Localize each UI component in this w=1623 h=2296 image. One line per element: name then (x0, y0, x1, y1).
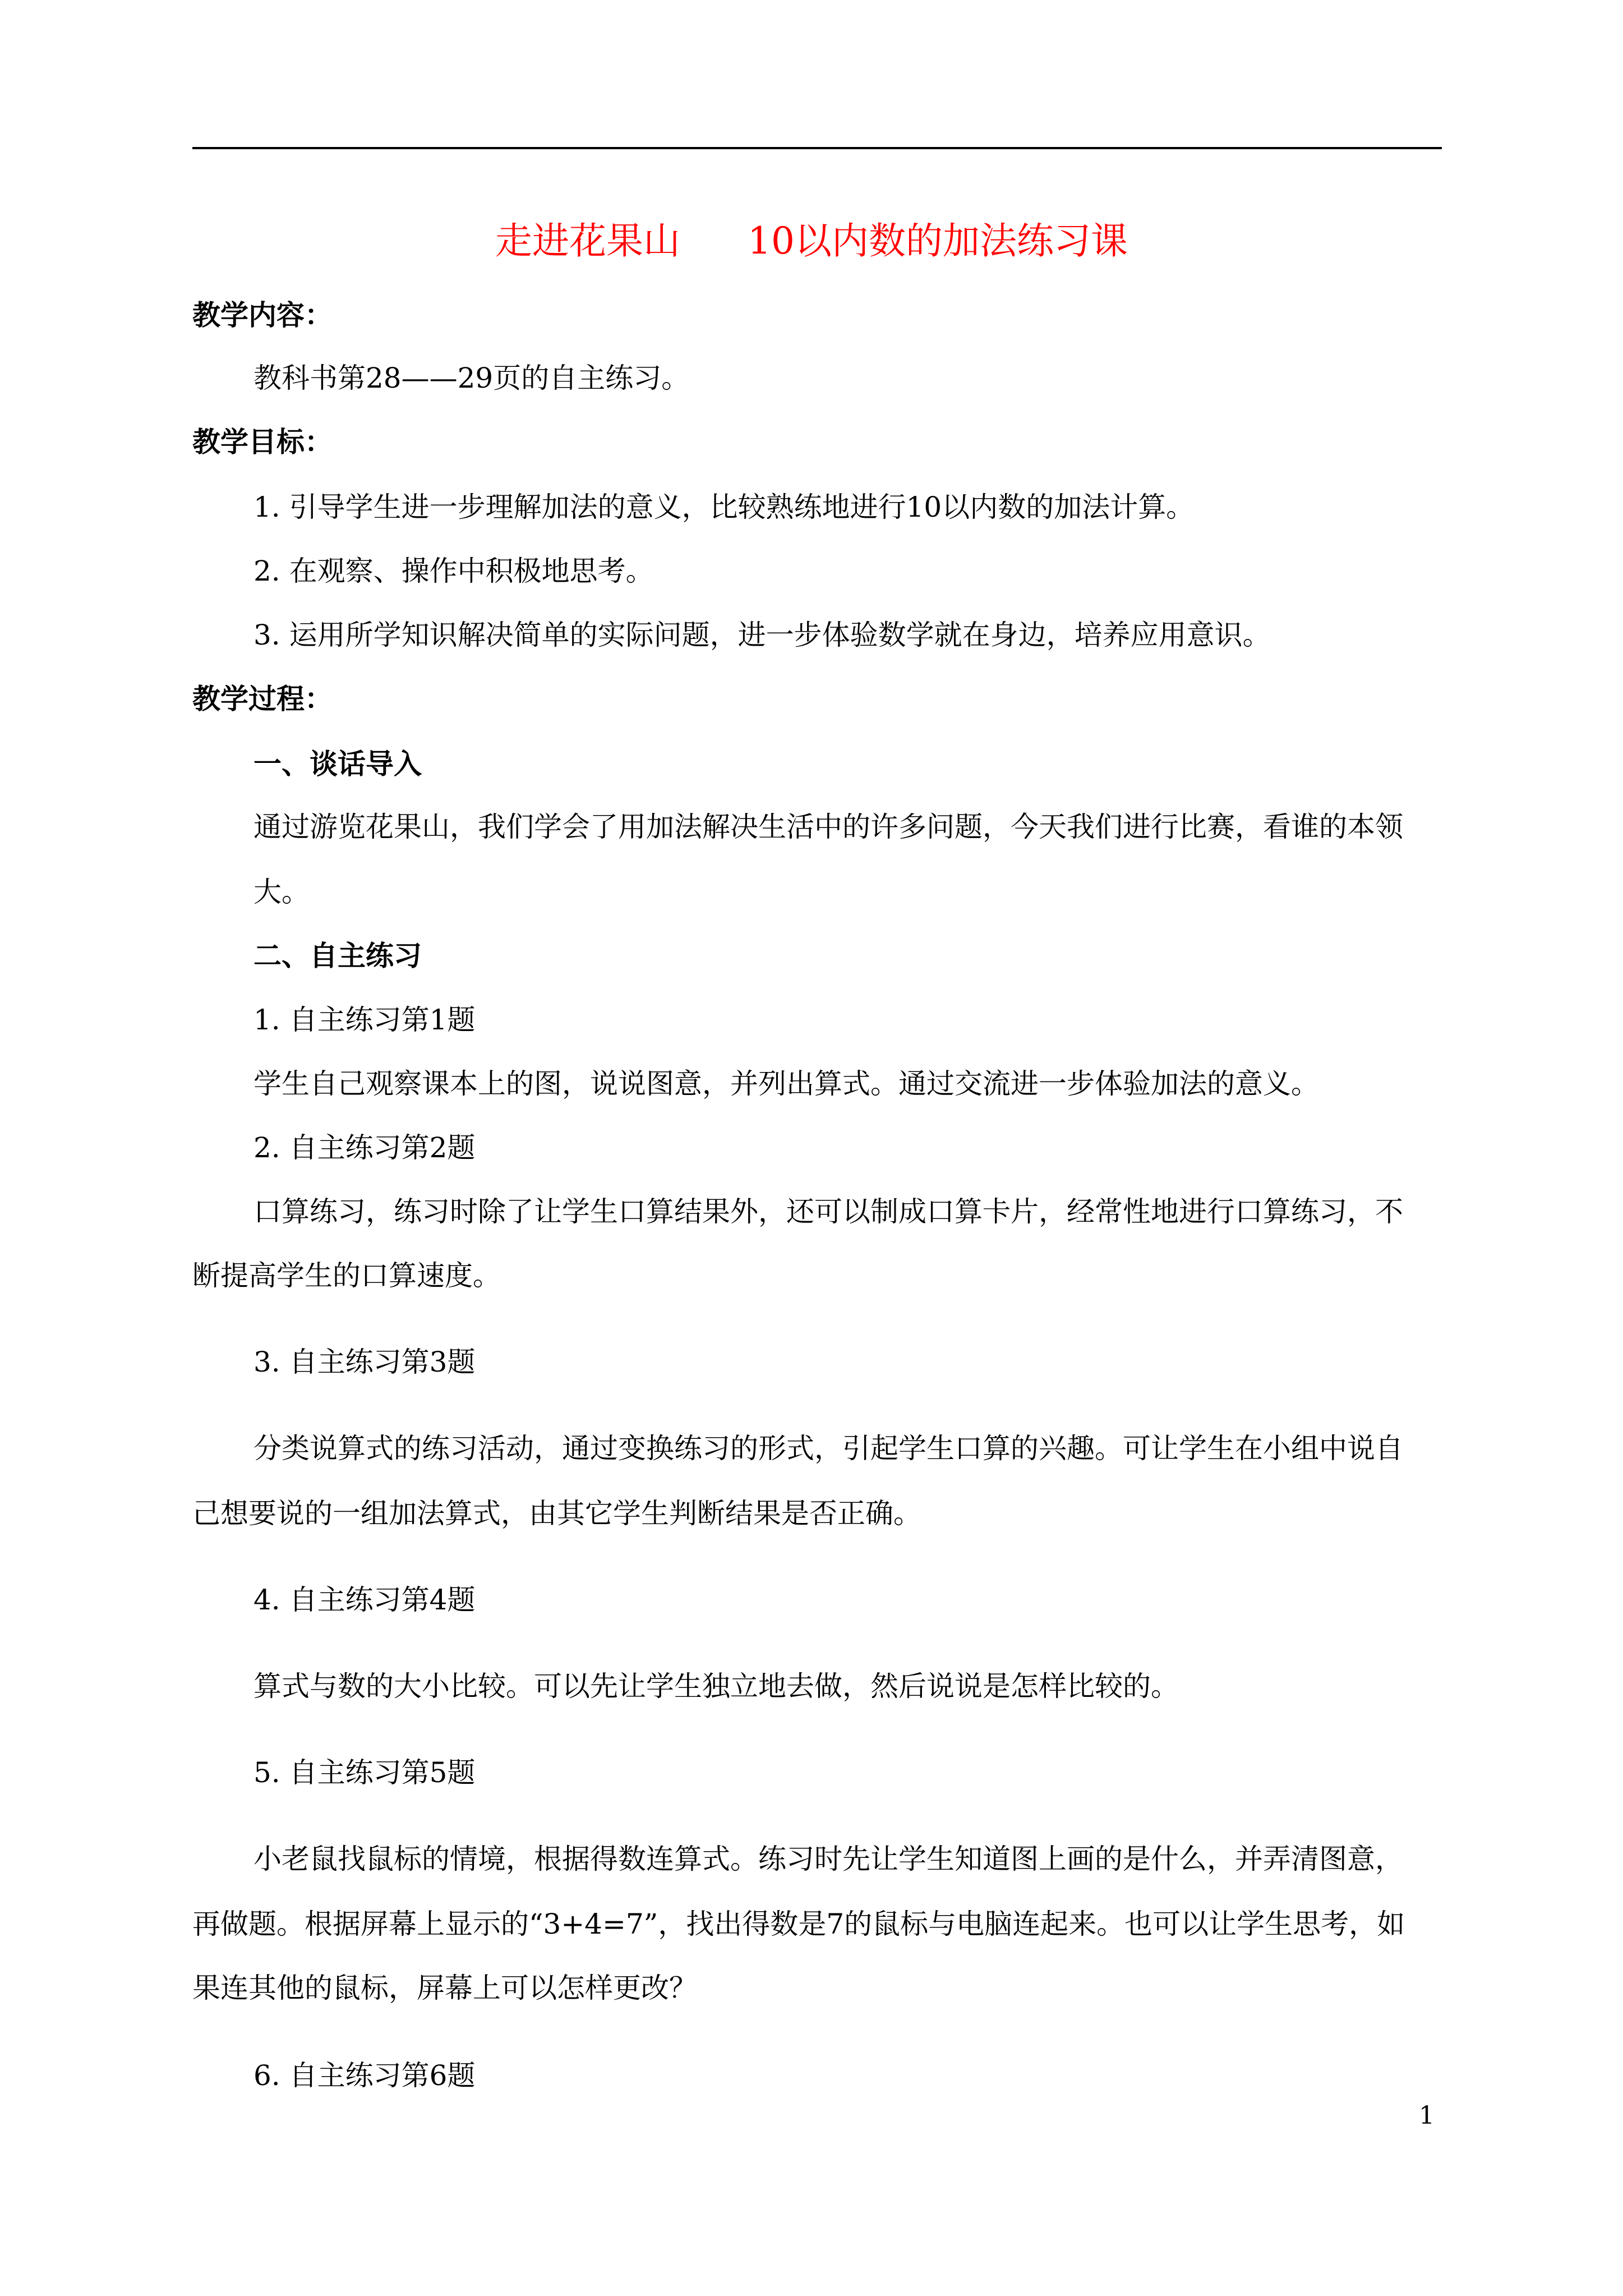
exercise-text: 分类说算式的练习活动，通过变换练习的形式，引起学生口算的兴趣。可让学生在小组中说自 (253, 1432, 1403, 1465)
teaching-process-heading: 教学过程： (192, 682, 333, 715)
exercise-title: 5. 自主练习第5题 (253, 1756, 476, 1789)
goal-item: 2. 在观察、操作中积极地思考。 (253, 555, 654, 587)
exercise-title: 1. 自主练习第1题 (253, 1004, 476, 1036)
section1-text-line2: 大。 (253, 876, 310, 908)
exercise-text: 断提高学生的口算速度。 (192, 1259, 501, 1292)
exercise-title: 3. 自主练习第3题 (253, 1346, 476, 1378)
exercise-text: 小老鼠找鼠标的情境，根据得数连算式。练习时先让学生知道图上画的是什么，并弄清图意， (253, 1843, 1403, 1875)
exercise-text: 再做题。根据屏幕上显示的“3+4=7”，找出得数是7的鼠标与电脑连起来。也可以让学生思考，如 (192, 1908, 1405, 1940)
teaching-content-heading: 教学内容： (192, 298, 333, 332)
section1-text-line1: 通过游览花果山，我们学会了用加法解决生活中的许多问题，今天我们进行比赛，看谁的本领 (253, 811, 1403, 843)
teaching-content-text: 教科书第28——29页的自主练习。 (253, 362, 690, 394)
exercise-text: 学生自己观察课本上的图，说说图意，并列出算式。通过交流进一步体验加法的意义。 (253, 1068, 1319, 1100)
page-title (0, 214, 1623, 268)
exercise-title: 2. 自主练习第2题 (253, 1131, 476, 1164)
goal-item: 3. 运用所学知识解决简单的实际问题，进一步体验数学就在身边，培养应用意识。 (253, 619, 1271, 651)
page-number: 1 (1419, 2101, 1435, 2130)
title-part1: 走进花果山 (495, 219, 680, 263)
section1-heading: 一、谈话导入 (253, 747, 422, 780)
title-part2: 10以内数的加法练习课 (748, 219, 1128, 263)
exercise-text: 口算练习，练习时除了让学生口算结果外，还可以制成口算卡片，经常性地进行口算练习，不 (253, 1195, 1403, 1228)
exercise-title: 6. 自主练习第6题 (253, 2059, 476, 2092)
exercise-title: 4. 自主练习第4题 (253, 1584, 476, 1616)
exercise-text: 果连其他的鼠标，屏幕上可以怎样更改？ (192, 1972, 697, 2004)
exercise-text: 己想要说的一组加法算式，由其它学生判断结果是否正确。 (192, 1497, 921, 1530)
section1-text (253, 807, 1444, 847)
header-rule (192, 147, 1442, 149)
goal-item: 1. 引导学生进一步理解加法的意义，比较熟练地进行10以内数的加法计算。 (253, 491, 1195, 523)
teaching-goals-heading: 教学目标： (192, 425, 333, 458)
exercise-text: 算式与数的大小比较。可以先让学生独立地去做，然后说说是怎样比较的。 (253, 1670, 1179, 1703)
section2-heading: 二、自主练习 (253, 939, 422, 972)
